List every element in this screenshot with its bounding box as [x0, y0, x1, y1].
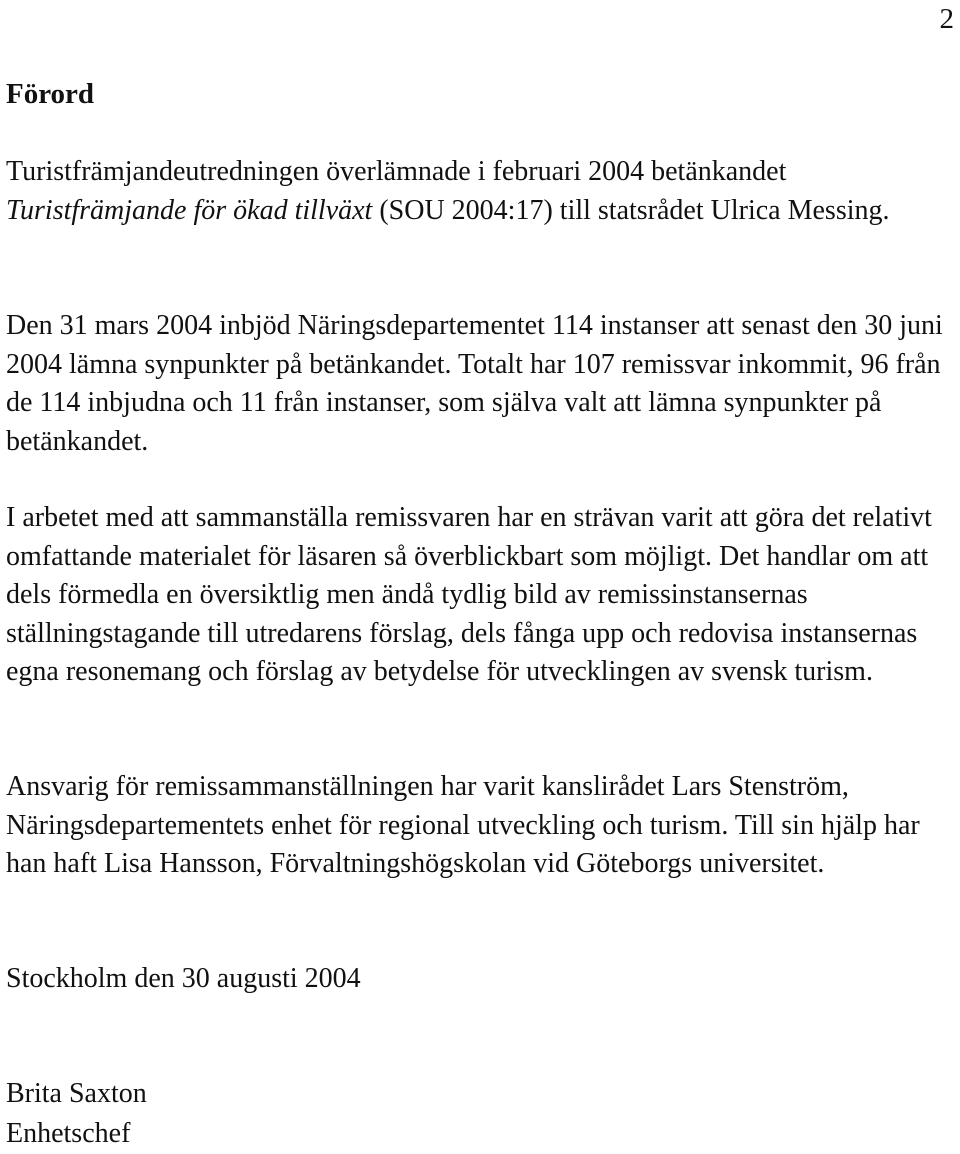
paragraph-compilation-purpose: I arbetet med att sammanställa remissvaren har en strävan varit att göra det relativt omfattande materialet för läsaren så överblickbart som möjligt. Det handlar om att dels förmedla en översiktlig men ändå tydlig bild av remissinstansernas ställningstagande till utredarens förslag, dels fånga upp och redovisa instansernas egna resonemang och förslag av betydelse för utvecklingen av svensk turism.: [6, 502, 932, 687]
paragraph-remiss-invitation: Den 31 mars 2004 inbjöd Näringsdepartementet 114 instanser att senast den 30 juni 2004 lämna synpunkter på betänkandet. Totalt har 107 remissvar inkommit, 96 från de 114 inbjudna och 11 från instanser, som själva valt att lämna synpunkter på betänkandet.: [6, 310, 943, 457]
paragraph-intro-text-start: Turistfrämjandeutredningen överlämnade i februari 2004 betänkandet: [6, 156, 787, 187]
report-title: Turistfrämjande för ökad tillväxt: [6, 194, 373, 226]
signature-name: Brita Saxton: [6, 1078, 147, 1109]
paragraph-intro: [6, 153, 946, 230]
place-and-date: Stockholm den 30 augusti 2004: [6, 963, 361, 994]
section-heading: Förord: [6, 78, 95, 110]
paragraph-responsible: Ansvarig för remissammanställningen har varit kanslirådet Lars Stenström, Näringsdepartementets enhet för regional utveckling och turism. Till sin hjälp har han haft Lisa Hansson, Förvaltningshögskolan vid Göteborgs universitet.: [6, 771, 920, 879]
paragraph-intro-text-end: (SOU 2004:17) till statsrådet Ulrica Messing.: [372, 194, 890, 226]
signature-title: Enhetschef: [6, 1118, 131, 1149]
page-number: 2: [939, 3, 954, 35]
